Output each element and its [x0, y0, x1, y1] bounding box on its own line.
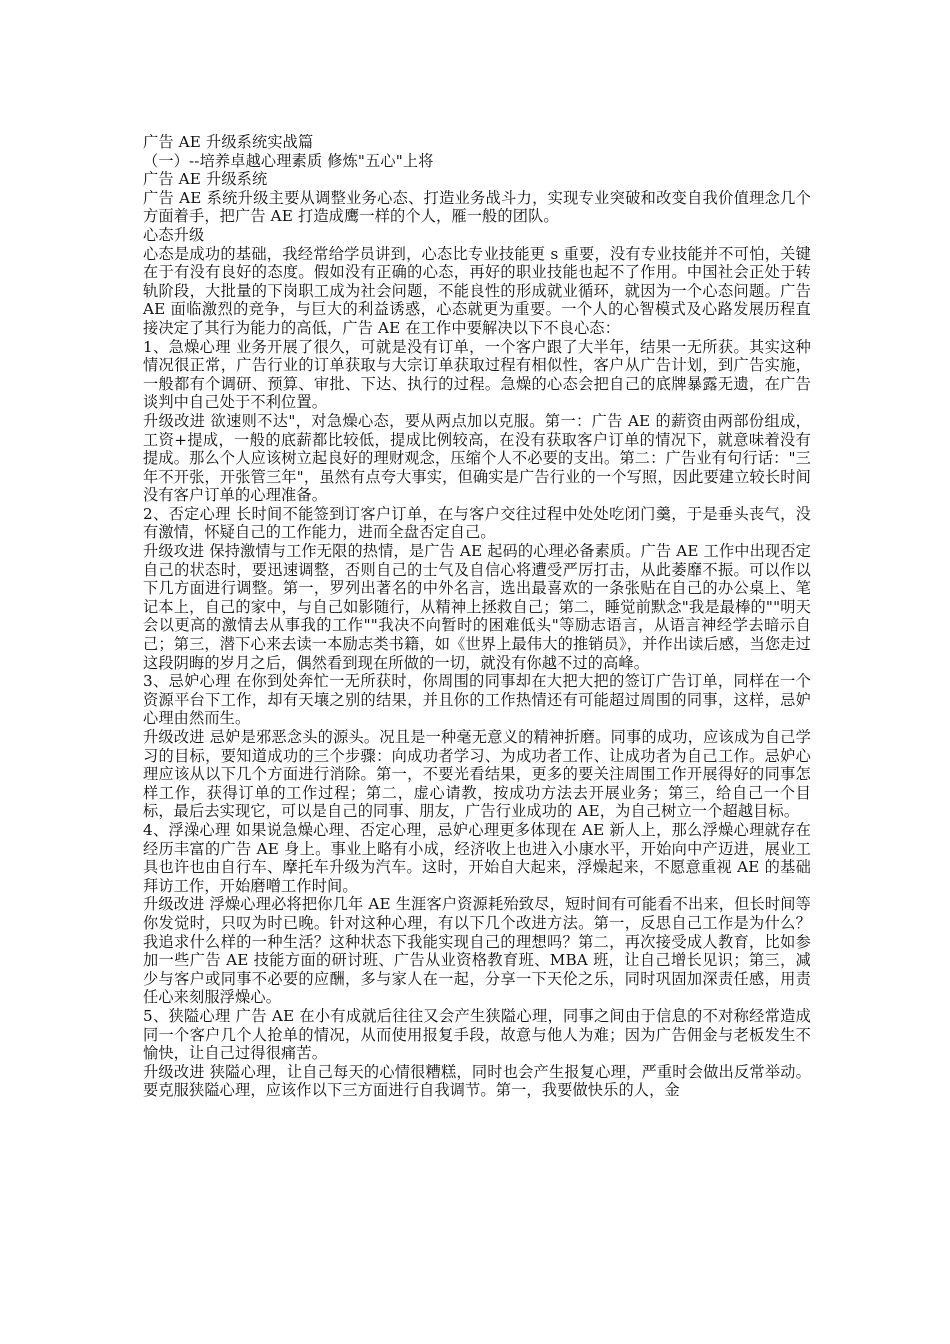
mindset-paragraph: 心态是成功的基础，我经常给学员讲到，心态比专业技能更 s 重要，没有专业技能并不可怕，关键在于有没有良好的态度。假如没有正确的心态，再好的职业技能也起不了作用。中国社会正处于转轨阶段，大批量的下岗职工成为社会问题，不能良性的形成就业循环，就因为一个心态问题。广告 AE 面临激烈的竞争，与巨大的利益诱惑，心态就更为重要。一个人的心智模式及心路发展历程直接决定了其行为能力的高低，广告 AE 在工作中要解决以下不良心态：	[143, 244, 811, 337]
document-page	[143, 133, 811, 1100]
document-subtitle: （一）--培养卓越心理素质 修炼"五心"上将	[143, 151, 434, 170]
document-title: 广告 AE 升级系统实战篇	[143, 133, 314, 151]
item1-fix-paragraph: 升级改进 欲速则不达"，对急燥心态，要从两点加以克服。第一：广告 AE 的薪资由两部份组成，工资+提成，一般的底薪都比较低，提成比例较高，在没有获取客户订单的情况下，就意味着没有提成。那么个人应该树立起良好的理财观念，压缩个人不必要的支出。第二：广告业有句行话："三年不开张，开张管三年"，虽然有点夸大事实，但确实是广告行业的一个写照，因此要建立较长时间没有客户订单的心理准备。	[143, 411, 811, 505]
item2-fix-paragraph: 升级攻进 保持激情与工作无限的热情，是广告 AE 起码的心理必备素质。广告 AE 工作中出现否定自己的状态时，要迅速调整，否则自己的士气及自信心将遭受严厉打击，从此萎靡不振。可以作以下几方面进行调整。第一，罗列出著名的中外名言，选出最喜欢的一条张贴在自己的办公桌上、笔记本上，自己的家中，与自己如影随行，从精神上拯救自己；第二，睡觉前默念"我是最棒的""明天会以更高的激情去从事我的工作""我决不向暂时的困难低头"等励志语言，从语言神经学去暗示自己；第三，潜下心来去读一本励志类书籍，如《世界上最伟大的推销员》，并作出读后感，当您走过这段阴晦的岁月之后，偶然看到现在所做的一切，就没有你越不过的高峰。	[143, 542, 811, 672]
item1-problem-paragraph: 1、急燥心理 业务开展了很久，可就是没有订单，一个客户跟了大半年，结果一无所获。其实这种情况很正常，广告行业的订单获取与大宗订单获取过程有相似性，客户从广告计划，到广告实施，一般都有个调研、预算、审批、下达、执行的过程。急燥的心态会把自己的底牌暴露无遗，在广告谈判中自己处于不利位置。	[143, 337, 811, 412]
intro-paragraph: 广告 AE 系统升级主要从调整业务心态、打造业务战斗力，实现专业突破和改变自我价值理念几个方面着手，把广告 AE 打造成鹰一样的个人，雁一般的团队。	[143, 188, 811, 226]
item5-problem-paragraph: 5、狭隘心理 广告 AE 在小有成就后往往又会产生狭隘心理，同事之间由于信息的不对称经常造成同一个客户几个人抢单的情况，从而使用报复手段，故意与他人为难；因为广告佣金与老板发生不愉快，让自己过得很痛苦。	[143, 1006, 811, 1063]
section-heading-mindset: 心态升级	[143, 225, 205, 244]
item3-problem-paragraph: 3、忌妒心理 在你到处奔忙一无所获时，你周围的同事却在大把大把的签订广告订单，同样在一个资源平台下工作，却有天壤之别的结果，并且你的工作热情还有可能超过周围的同事，这样，忌妒心理由然而生。	[143, 672, 811, 728]
item3-fix-paragraph: 升级改进 忌妒是邪恶念头的源头。况且是一种毫无意义的精神折磨。同事的成功，应该成为自己学习的目标，要知道成功的三个步骤：向成功者学习、为成功者工作、让成功者为自己工作。忌妒心理应该从以下几个方面进行消除。第一，不要光看结果，更多的要关注周围工作开展得好的同事怎样工作，获得订单的工作过程；第二，虚心请教，按成功方法去开展业务；第三，给自己一个目标，最后去实现它，可以是自己的同事、朋友，广告行业成功的 AE，为自己树立一个超越目标。	[143, 728, 811, 821]
item4-problem-paragraph: 4、浮澡心理 如果说急燥心理、否定心理，忌妒心理更多体现在 AE 新人上，那么浮燥心理就存在经历丰富的广告 AE 身上。事业上略有小成，经济收上也进入小康水平，开始向中产迈进，展业工具也许也由自行车、摩托车升级为汽车。这时，开始自大起来，浮燥起来，不愿意重视 AE 的基础拜访工作，开始磨噌工作时间。	[143, 820, 811, 895]
item2-problem-paragraph: 2、否定心理 长时间不能签到订客户订单，在与客户交往过程中处处吃闭门羹，于是垂头丧气，没有激情，怀疑自己的工作能力，进而全盘否定自己。	[143, 504, 811, 542]
item4-fix-paragraph: 升级改进 浮燥心理必将把你几年 AE 生涯客户资源耗殆致尽，短时间有可能看不出来，但长时间等你发觉时，只叹为时已晚。针对这种心理，有以下几个改进方法。第一，反思自己工作是为什么？我追求什么样的一种生活？这种状态下我能实现自己的理想吗？第二，再次接受成人教育，比如参加一些广告 AE 技能方面的研讨班、广告从业资格教育班、MBA 班，让自己增长见识；第三，减少与客户或同事不必要的应酬，多与家人在一起，分享一下天伦之乐，同时巩固加深责任感，用责任心来刻服浮燥心。	[143, 895, 811, 1007]
item5-fix-paragraph: 升级改进 狭隘心理，让自己每天的心情很糟糕，同时也会产生报复心理，严重时会做出反常举动。要克服狭隘心理，应该作以下三方面进行自我调节。第一，我要做快乐的人，金	[143, 1062, 811, 1100]
section-heading-system: 广告 AE 升级系统	[143, 170, 268, 189]
